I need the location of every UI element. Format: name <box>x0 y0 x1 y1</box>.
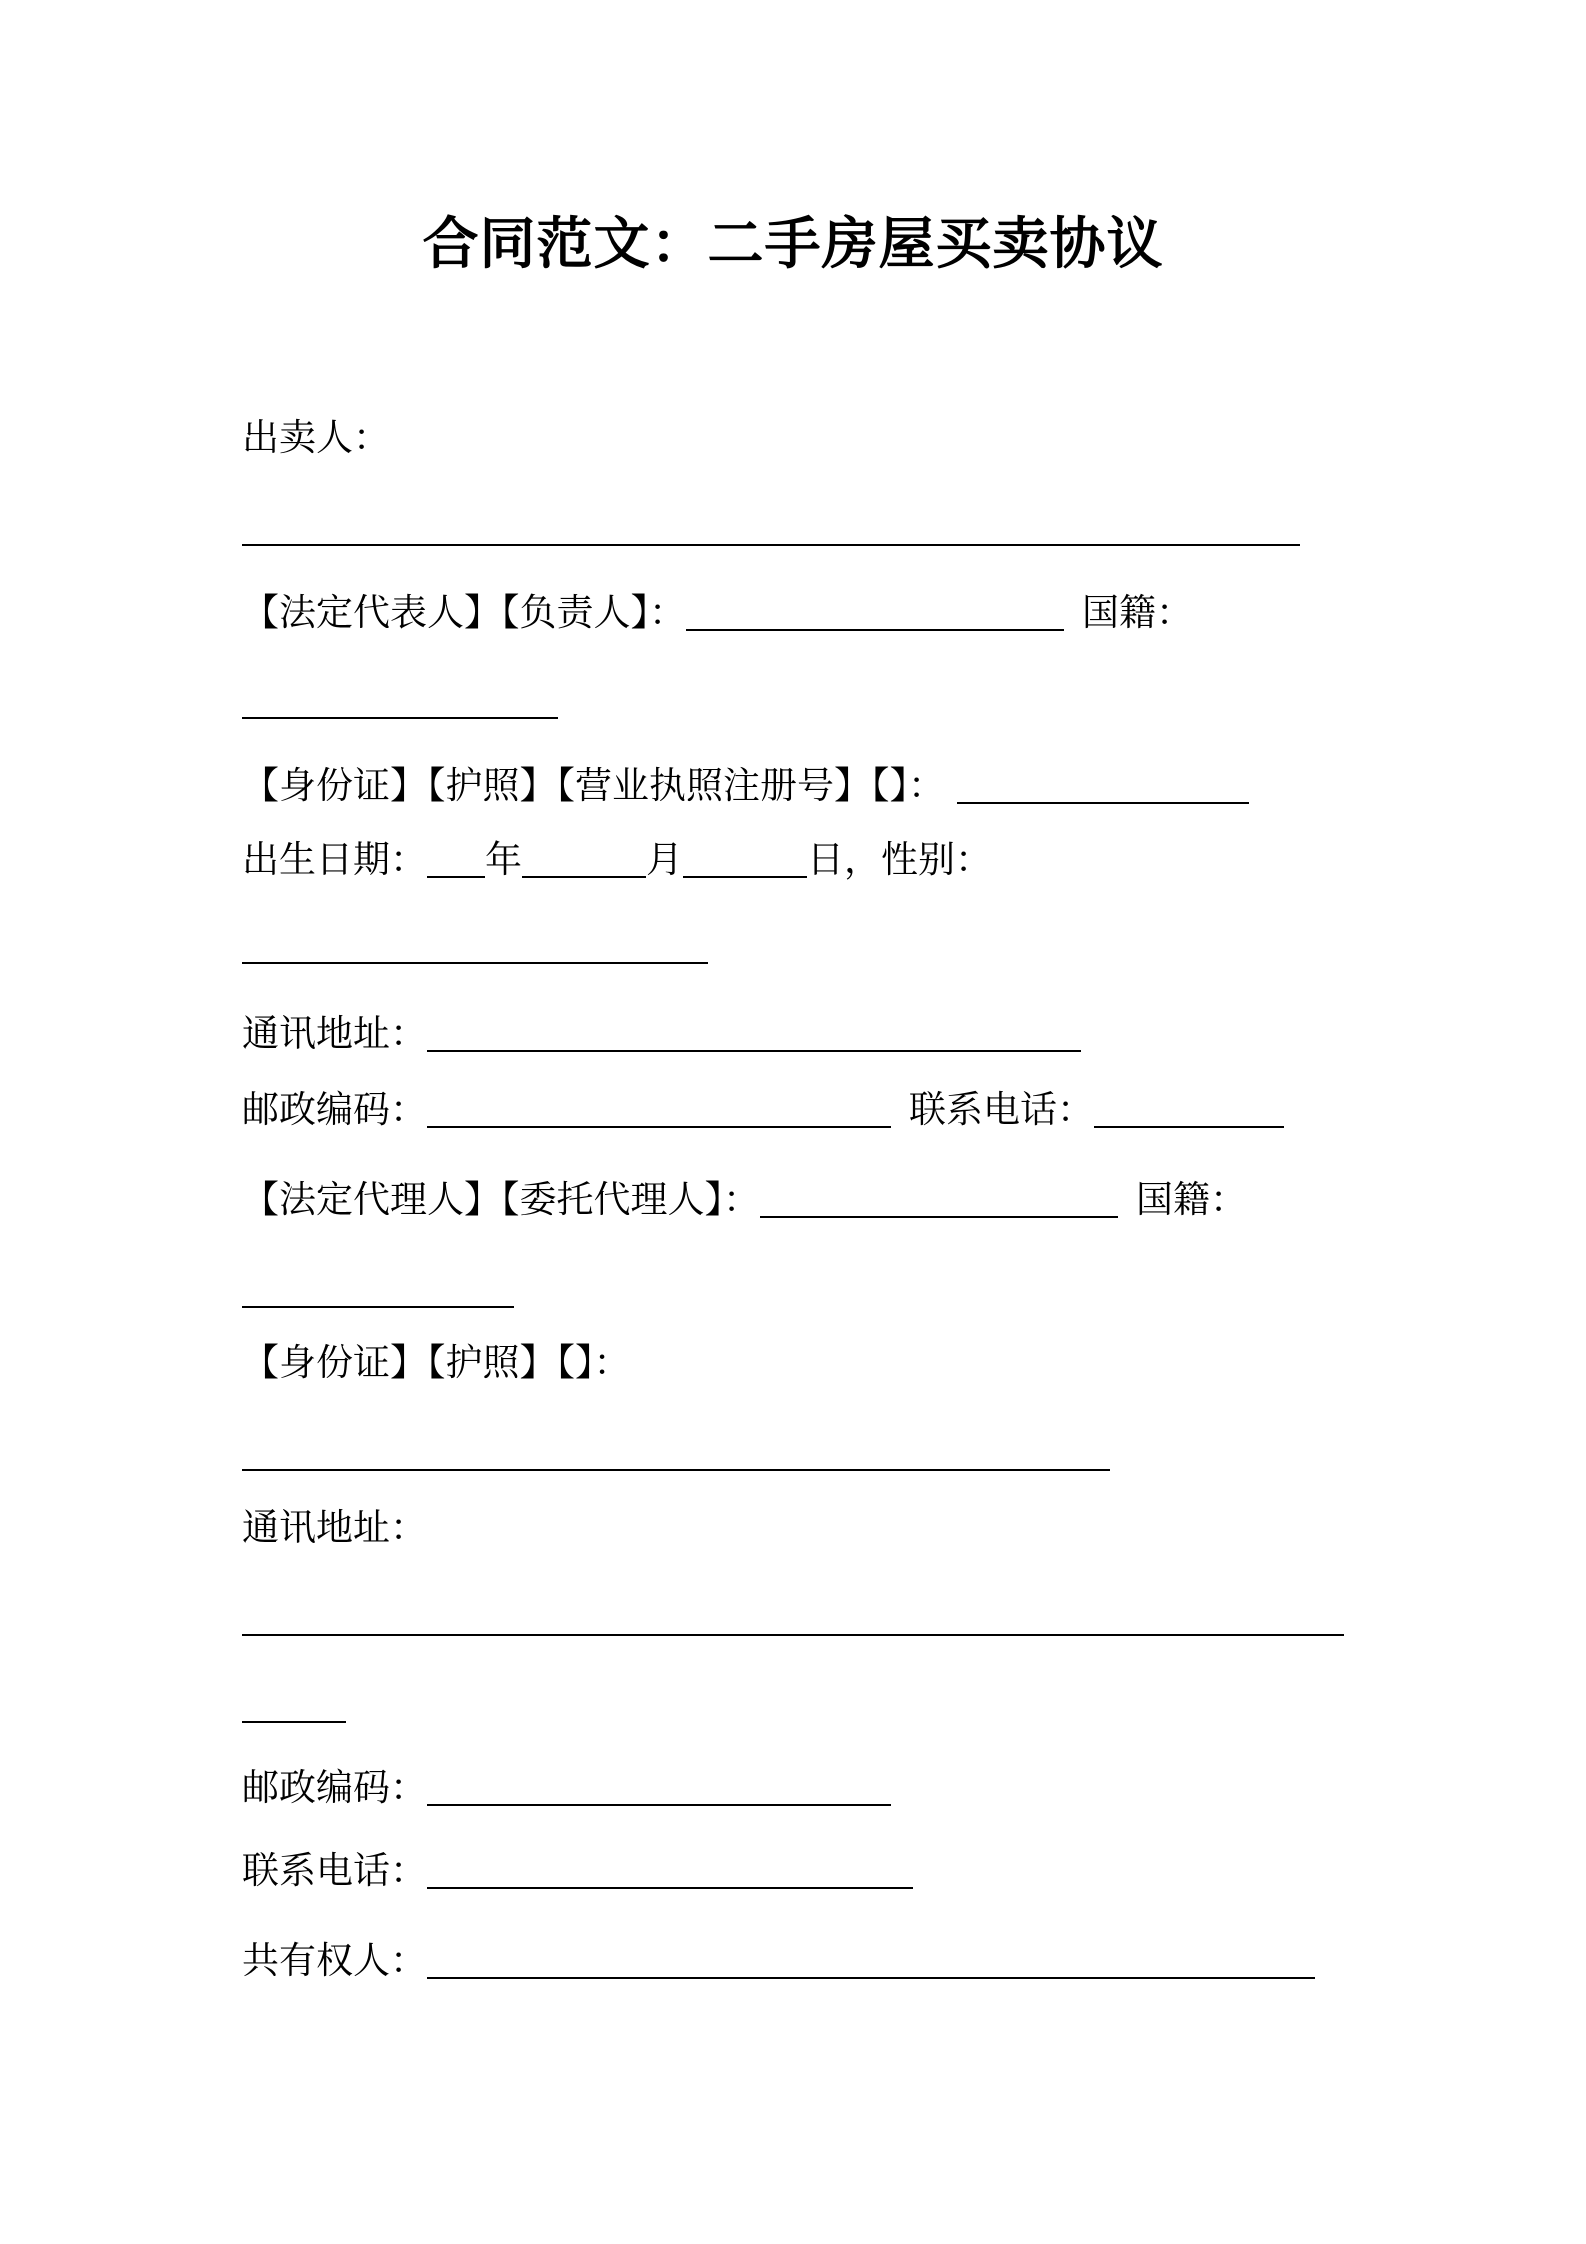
agent-address-blank-line <box>242 1590 1344 1646</box>
agent-postal-label: 邮政编码： <box>242 1766 427 1809</box>
agent-address-continued-line <box>242 1677 346 1733</box>
co-owner-label: 共有权人： <box>242 1939 427 1982</box>
agent-rep-label: 【法定代理人】【委托代理人】： <box>242 1178 760 1221</box>
seller-rep-line <box>242 585 1193 641</box>
seller-phone-blank[interactable] <box>1094 1086 1284 1128</box>
seller-birth-line <box>242 832 992 888</box>
seller-label: 出卖人： <box>242 416 390 459</box>
agent-nationality-line <box>242 1262 514 1318</box>
seller-rep-blank[interactable] <box>686 589 1064 631</box>
agent-id-label: 【身份证】【护照】【】： <box>242 1341 631 1384</box>
seller-postal-phone-line <box>242 1082 1284 1138</box>
co-owner-line <box>242 1933 1315 1989</box>
seller-name-line <box>242 500 1300 556</box>
agent-id-line <box>242 1335 631 1391</box>
seller-address-line <box>242 1006 1081 1062</box>
birth-day-gender-label: 日，性别： <box>807 838 992 881</box>
seller-label-line <box>242 410 390 466</box>
seller-gender-blank[interactable] <box>242 922 708 964</box>
agent-nationality-blank[interactable] <box>242 1266 514 1308</box>
document-title: 合同范文：二手房屋买卖协议 <box>422 212 1164 277</box>
seller-id-label: 【身份证】【护照】【营业执照注册号】【】： <box>242 764 945 807</box>
agent-postal-line <box>242 1760 891 1816</box>
seller-postal-label: 邮政编码： <box>242 1088 427 1131</box>
birth-year-unit: 年 <box>485 838 522 881</box>
seller-birth-label: 出生日期： <box>242 838 427 881</box>
birth-day-blank[interactable] <box>683 836 807 878</box>
agent-postal-blank[interactable] <box>427 1764 891 1806</box>
agent-nationality-label: 国籍： <box>1136 1178 1247 1221</box>
agent-phone-label: 联系电话： <box>242 1849 427 1892</box>
agent-rep-line <box>242 1172 1247 1228</box>
agent-address-label-line <box>242 1500 427 1556</box>
seller-phone-label: 联系电话： <box>909 1088 1094 1131</box>
birth-year-blank[interactable] <box>427 836 485 878</box>
agent-address-continued-blank[interactable] <box>242 1681 346 1723</box>
seller-rep-label: 【法定代表人】【负责人】： <box>242 591 686 634</box>
agent-phone-line <box>242 1843 913 1899</box>
seller-name-blank[interactable] <box>242 504 1300 546</box>
seller-id-line <box>242 758 1249 814</box>
co-owner-blank[interactable] <box>427 1937 1315 1979</box>
seller-postal-blank[interactable] <box>427 1086 891 1128</box>
seller-gender-line <box>242 918 708 974</box>
seller-id-blank[interactable] <box>957 762 1249 804</box>
seller-nationality-line <box>242 673 558 729</box>
seller-nationality-label: 国籍： <box>1082 591 1193 634</box>
agent-phone-blank[interactable] <box>427 1847 913 1889</box>
seller-address-label: 通讯地址： <box>242 1012 427 1055</box>
birth-month-unit: 月 <box>646 838 683 881</box>
birth-month-blank[interactable] <box>522 836 646 878</box>
agent-id-blank-line <box>242 1425 1110 1481</box>
agent-id-blank[interactable] <box>242 1429 1110 1471</box>
seller-nationality-blank[interactable] <box>242 677 558 719</box>
agent-address-label: 通讯地址： <box>242 1506 427 1549</box>
agent-rep-blank[interactable] <box>760 1176 1118 1218</box>
seller-address-blank[interactable] <box>427 1010 1081 1052</box>
agent-address-blank[interactable] <box>242 1594 1344 1636</box>
